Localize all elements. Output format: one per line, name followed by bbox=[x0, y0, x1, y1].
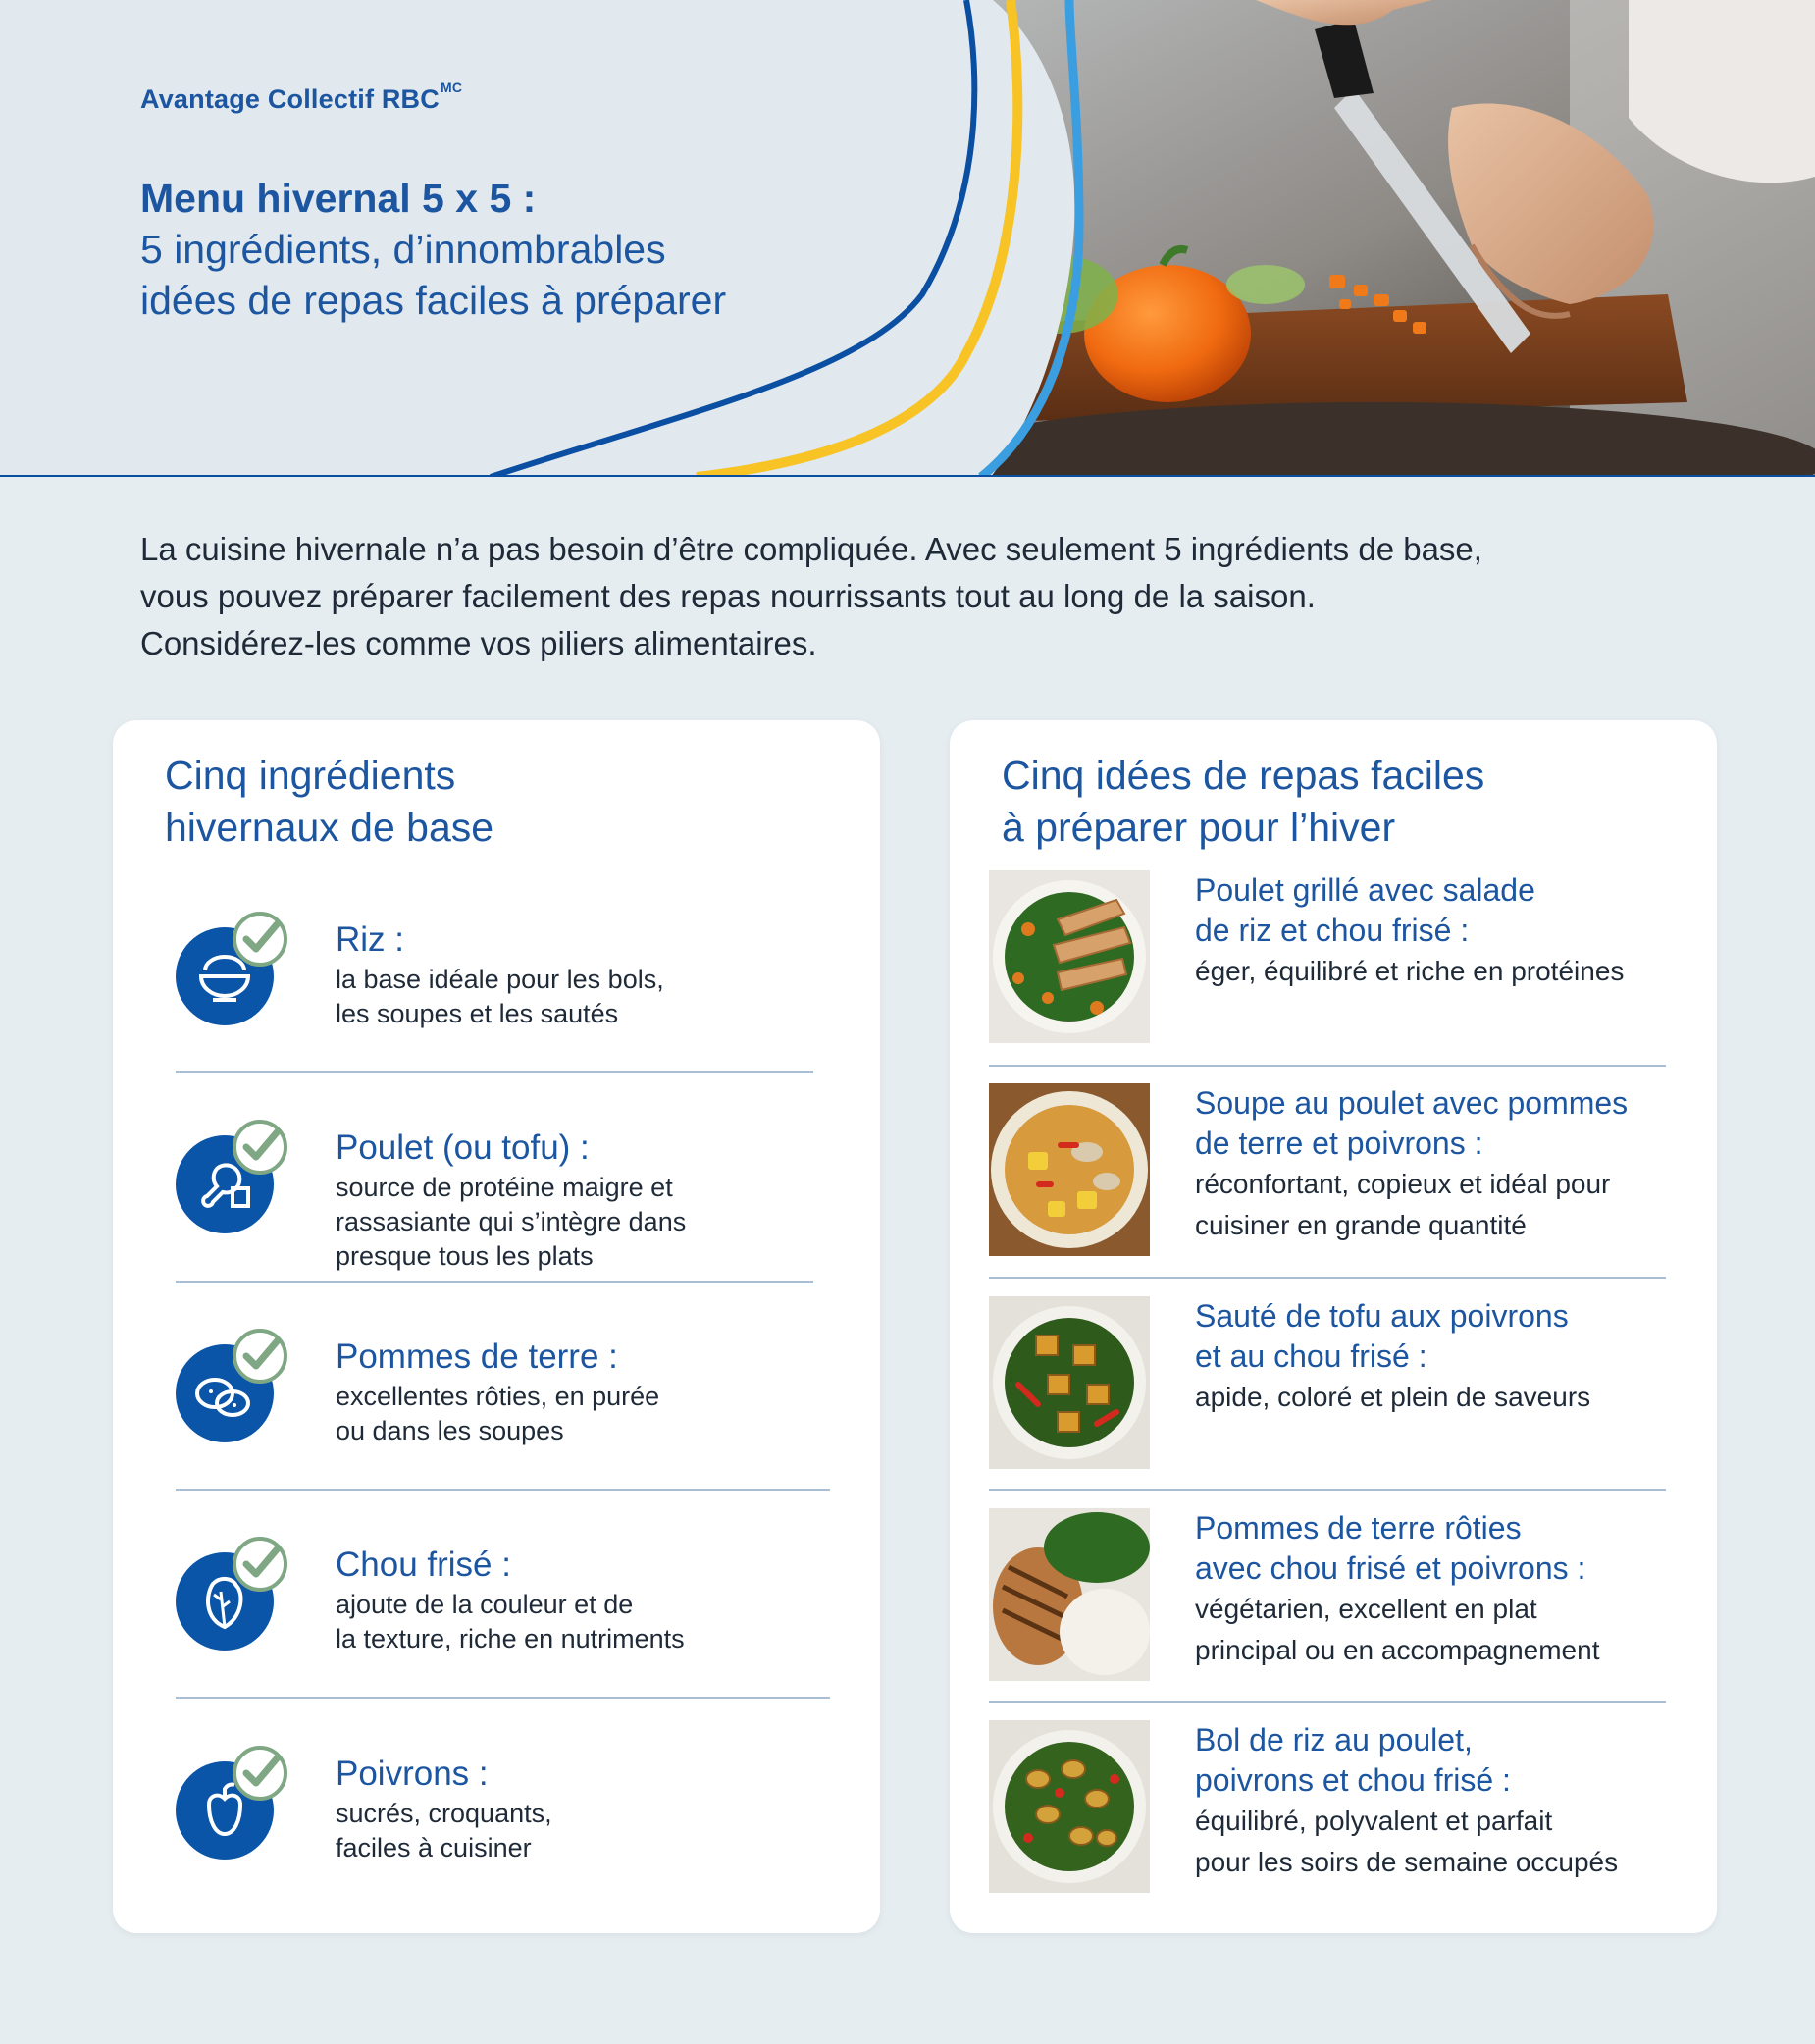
roasted-potatoes-kale-photo bbox=[989, 1720, 1150, 1893]
meal-desc: éger, équilibré et riche en protéines bbox=[1195, 956, 1625, 986]
intro-line: Considérez-les comme vos piliers alimentaires. bbox=[140, 625, 817, 661]
meal-name: Soupe au poulet avec pommes de terre et poivrons : bbox=[1195, 1085, 1629, 1161]
ingredient-potato bbox=[113, 1329, 880, 1486]
meal-name: Pommes de terre rôties avec chou frisé et poivrons : bbox=[1195, 1510, 1586, 1586]
title-line: 5 ingrédients, d’innombrables bbox=[140, 227, 666, 272]
ingredient-desc: excellentes rôties, en purée ou dans les soupes bbox=[336, 1382, 660, 1445]
brand-name: Avantage Collectif $RBC^{MC}$ bbox=[140, 79, 463, 114]
meals-card bbox=[950, 720, 1717, 1933]
ingredient-name: Pommes de terre : bbox=[336, 1337, 618, 1376]
meal-item bbox=[950, 1296, 1717, 1493]
ingredient-name: Riz : bbox=[336, 920, 404, 959]
ingredient-chicken bbox=[113, 1120, 880, 1277]
meal-item bbox=[950, 870, 1717, 1067]
potato-icon bbox=[176, 1329, 315, 1442]
intro-paragraph bbox=[140, 526, 1710, 667]
bell-pepper-icon bbox=[176, 1746, 315, 1860]
meal-name: Poulet grillé avec salade de riz et chou frisé : bbox=[1195, 872, 1535, 948]
meal-item bbox=[950, 1083, 1717, 1280]
grilled-chicken-salad-photo bbox=[989, 870, 1150, 1043]
chicken-leg-icon bbox=[176, 1120, 315, 1233]
ingredient-desc: source de protéine maigre et rassasiante qui s’intègre dans presque tous les plats bbox=[336, 1173, 687, 1271]
rice-bowl-icon bbox=[176, 912, 315, 1025]
grilled-chicken-rice-kale-photo bbox=[989, 1508, 1150, 1681]
divider bbox=[176, 1489, 830, 1491]
title-line: idées de repas faciles à préparer bbox=[140, 278, 727, 323]
divider bbox=[989, 1489, 1666, 1491]
intro-line: La cuisine hivernale n’a pas besoin d’être compliquée. Avec seulement 5 ingrédients de base, bbox=[140, 531, 1482, 567]
intro-line: vous pouvez préparer facilement des repas nourrissants tout au long de la saison. bbox=[140, 578, 1316, 614]
ingredients-title: Cinq ingrédients hivernaux de base bbox=[165, 753, 494, 850]
header-banner bbox=[0, 0, 1815, 477]
ingredient-desc: sucrés, croquants, faciles à cuisiner bbox=[336, 1799, 552, 1862]
ingredient-pepper bbox=[113, 1746, 880, 1903]
meal-desc: réconfortant, copieux et idéal pour cuisiner en grande quantité bbox=[1195, 1169, 1611, 1240]
divider bbox=[176, 1697, 830, 1699]
meal-item bbox=[950, 1508, 1717, 1704]
ingredient-name: Chou frisé : bbox=[336, 1546, 511, 1584]
divider bbox=[989, 1065, 1666, 1067]
meal-desc: apide, coloré et plein de saveurs bbox=[1195, 1382, 1591, 1412]
divider bbox=[989, 1701, 1666, 1703]
meal-desc: équilibré, polyvalent et parfait pour les soirs de semaine occupés bbox=[1195, 1806, 1619, 1877]
tofu-stir-fry-photo bbox=[989, 1296, 1150, 1469]
divider bbox=[176, 1281, 813, 1283]
page-title bbox=[140, 173, 945, 326]
meals-title: Cinq idées de repas faciles à préparer pour l’hiver bbox=[1002, 753, 1485, 850]
meal-name: Sauté de tofu aux poivrons et au chou frisé : bbox=[1195, 1298, 1569, 1374]
meal-name: Bol de riz au poulet, poivrons et chou frisé : bbox=[1195, 1722, 1511, 1798]
ingredient-kale bbox=[113, 1537, 880, 1694]
meal-desc: végétarien, excellent en plat principal ou en accompagnement bbox=[1195, 1594, 1600, 1665]
ingredients-card bbox=[113, 720, 880, 1933]
chicken-soup-photo bbox=[989, 1083, 1150, 1256]
meal-item bbox=[950, 1720, 1717, 1916]
ingredient-desc: ajoute de la couleur et de la texture, riche en nutriments bbox=[336, 1590, 685, 1653]
divider bbox=[989, 1277, 1666, 1279]
header-divider bbox=[0, 475, 1815, 477]
ingredient-rice bbox=[113, 912, 880, 1069]
ingredient-name: Poivrons : bbox=[336, 1755, 489, 1793]
kale-leaf-icon bbox=[176, 1537, 315, 1651]
title-strong: Menu hivernal 5 x 5 : bbox=[140, 176, 537, 221]
divider bbox=[176, 1071, 813, 1073]
ingredient-desc: la base idéale pour les bols, les soupes et les sautés bbox=[336, 965, 664, 1028]
ingredient-name: Poulet (ou tofu) : bbox=[336, 1128, 590, 1167]
